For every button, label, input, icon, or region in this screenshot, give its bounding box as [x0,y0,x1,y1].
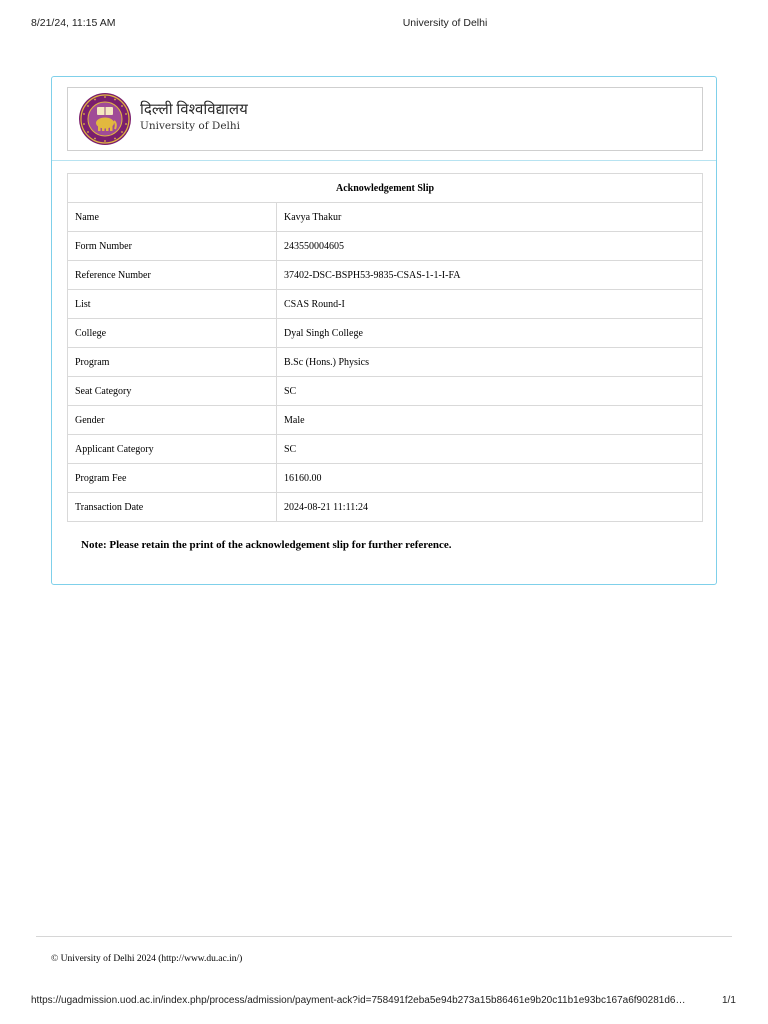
row-value: B.Sc (Hons.) Physics [277,348,703,377]
table-row [68,232,703,261]
acknowledgement-table [67,173,703,522]
row-value: SC [277,435,703,464]
row-label: Transaction Date [68,493,277,522]
row-value: SC [277,377,703,406]
table-row [68,319,703,348]
row-label: Name [68,203,277,232]
row-label: Applicant Category [68,435,277,464]
table-row [68,464,703,493]
copyright-text: © University of Delhi 2024 (http://www.du.ac.in/) [51,954,243,964]
retain-print-note: Note: Please retain the print of the acknowledgement slip for further reference. [81,539,452,551]
row-value: 2024-08-21 11:11:24 [277,493,703,522]
table-row [68,493,703,522]
row-label: Seat Category [68,377,277,406]
table-row [68,435,703,464]
row-label: Program Fee [68,464,277,493]
table-row [68,348,703,377]
table-row [68,377,703,406]
table-row [68,261,703,290]
university-name-english: University of Delhi [140,120,241,132]
row-value: CSAS Round-I [277,290,703,319]
row-label: Reference Number [68,261,277,290]
print-url: https://ugadmission.uod.ac.in/index.php/process/admission/payment-ack?id=758491f2eba5e94b273a15b86461e9b20c11b1e93bc167a6f90281d6… [31,995,686,1006]
print-page-title: University of Delhi [402,17,488,29]
row-label: Form Number [68,232,277,261]
row-value: 16160.00 [277,464,703,493]
table-row [68,406,703,435]
print-page-number: 1/1 [722,995,736,1006]
card-header [52,77,716,161]
table-row [68,290,703,319]
university-of-delhi-seal-icon [78,92,132,146]
row-value: Dyal Singh College [277,319,703,348]
row-label: Gender [68,406,277,435]
acknowledgement-card [51,76,717,585]
table-row [68,203,703,232]
row-label: List [68,290,277,319]
footer-divider [36,936,732,937]
slip-title: Acknowledgement Slip [68,174,703,203]
row-label: College [68,319,277,348]
university-name-hindi: दिल्ली विश्वविद्यालय [140,102,248,118]
row-value: Male [277,406,703,435]
print-datetime: 8/21/24, 11:15 AM [31,17,116,29]
print-header [0,17,768,31]
row-value: Kavya Thakur [277,203,703,232]
university-banner [67,87,703,151]
row-value: 243550004605 [277,232,703,261]
slip-rows [68,203,703,522]
row-value: 37402-DSC-BSPH53-9835-CSAS-1-1-I-FA [277,261,703,290]
row-label: Program [68,348,277,377]
table-header-row [68,174,703,203]
